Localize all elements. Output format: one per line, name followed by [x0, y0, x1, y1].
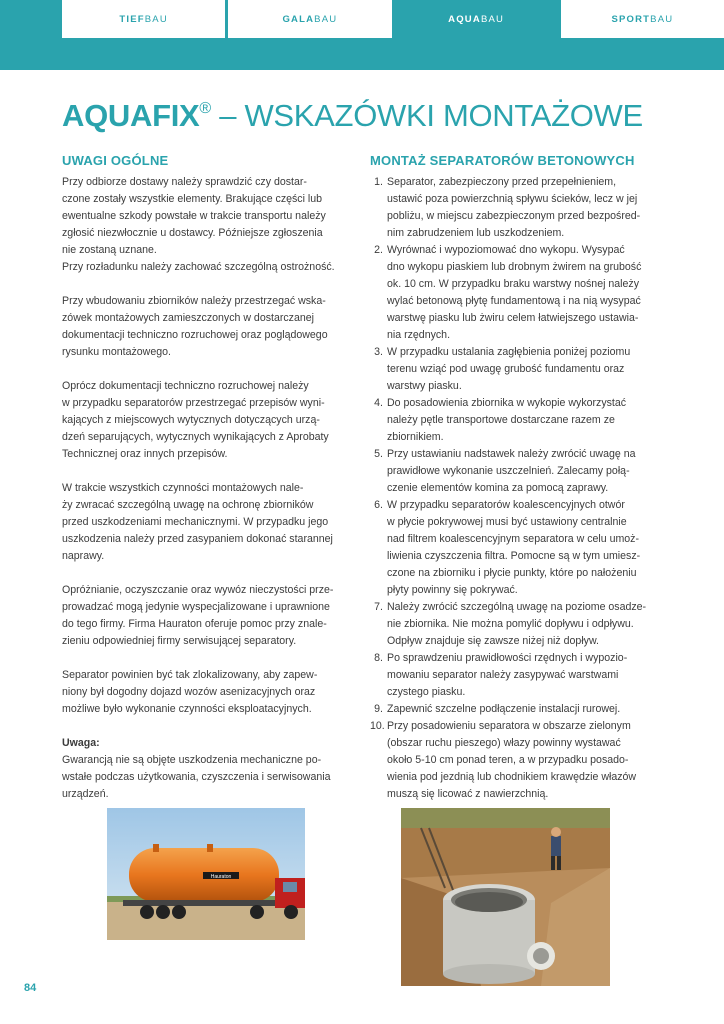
list-item: [370, 718, 660, 803]
step-text: Po sprawdzeniu prawidłowości rzędnych i wypozio- mowaniu separator należy zasypywać warstwami czystego piasku.: [387, 652, 628, 698]
step-text: Separator, zabezpieczony przed przepełnieniem, ustawić poza powierzchnią spływu ścieków, lecz w jej pobliżu, w miejscu zabezpieczonym przed bezpośred- nim zabrudzeniem lub uszkodzeniem.: [387, 176, 641, 239]
tab-aquabau[interactable]: [395, 0, 558, 38]
step-text: Należy zwrócić szczególną uwagę na poziome osadze- nie zbiornika. Nie można pomylić dopływu i odpływu. Odpływ znajduje się zawsze niżej niż dopływ.: [387, 601, 647, 647]
page-title: [62, 98, 643, 134]
general-notes-column: [62, 152, 350, 803]
step-number: 9.: [374, 703, 383, 715]
general-notes-heading: UWAGI OGÓLNE: [62, 153, 169, 168]
list-item: [370, 446, 660, 497]
tab-galabau-bold: GALA: [282, 13, 315, 25]
step-number: 10.: [370, 720, 385, 732]
tab-tiefbau-rest: BAU: [144, 13, 168, 25]
tank-truck-illustration: [107, 808, 305, 940]
tab-sportbau-rest: BAU: [650, 13, 674, 25]
step-number: 5.: [374, 448, 383, 460]
note-text: Gwarancją nie są objęte uszkodzenia mechaniczne po- wstałe podczas użytkowania, czyszczenia i serwisowania urządzeń.: [62, 754, 331, 800]
installation-steps: [370, 174, 660, 803]
separator-excavation-photo: [401, 808, 610, 986]
tab-sportbau[interactable]: [561, 0, 724, 38]
title-brand: AQUAFIX: [62, 98, 200, 133]
step-number: 3.: [374, 346, 383, 358]
step-number: 7.: [374, 601, 383, 613]
tab-tiefbau[interactable]: [62, 0, 225, 38]
tank-logo-text: Hauraton: [210, 874, 232, 880]
paragraph: Opróżnianie, oczyszczanie oraz wywóz nieczystości prze- prowadzać mogą jedynie wyspecjalizowane i uprawnione do tego firmy. Firma Hauraton oferuje pomoc przy znale- zieniu odpowiedniej firmy serwisującej separatory.: [62, 584, 334, 647]
tank-truck-photo: [107, 808, 305, 940]
installation-heading: MONTAŻ SEPARATORÓW BETONOWYCH: [370, 153, 635, 168]
registered-mark: ®: [199, 99, 211, 117]
note-title: Uwaga:: [62, 737, 100, 749]
step-text: W przypadku ustalania zagłębienia poniżej poziomu terenu wziąć pod uwagę grubość fundamentu oraz warstwy piasku.: [387, 346, 631, 392]
step-number: 6.: [374, 499, 383, 511]
step-number: 4.: [374, 397, 383, 409]
list-item: [370, 497, 660, 599]
tab-aquabau-bold: AQUA: [448, 13, 481, 25]
list-item: [370, 344, 660, 395]
paragraph: Separator powinien być tak zlokalizowany, aby zapew- niony był dogodny dojazd wozów asenizacyjnych oraz możliwe było wykonanie czynności eksploatacyjnych.: [62, 669, 318, 715]
step-text: Przy ustawianiu nadstawek należy zwrócić uwagę na prawidłowe wykonanie uszczelnień. Zalecamy połą- czenie elementów komina za pomocą zaprawy.: [387, 448, 636, 494]
paragraph: Oprócz dokumentacji techniczno rozruchowej należy w przypadku separatorów przestrzegać przepisów wyni- kających z miejscowych wytycznych dotyczących urzą- dzeń separujących, wytycznych wynikających z Aprobaty Technicznej oraz innych przepisów.: [62, 380, 329, 460]
paragraph: W trakcie wszystkich czynności montażowych nale- ży zwracać szczególną uwagę na ochronę zbiorników przed uszkodzeniami mechanicznymi. W przypadku jego uszkodzenia należy przed zasypaniem dokonać starannej naprawy.: [62, 482, 333, 562]
title-rest: – WSKAZÓWKI MONTAŻOWE: [210, 98, 643, 133]
excavation-illustration: [401, 808, 610, 986]
step-text: Do posadowienia zbiornika w wykopie wykorzystać należy pętle transportowe dostarczane razem ze zbiornikiem.: [387, 397, 627, 443]
tab-aquabau-rest: BAU: [480, 13, 505, 25]
list-item: [370, 650, 660, 701]
list-item: [370, 174, 660, 242]
list-item: [370, 242, 660, 344]
tab-galabau[interactable]: [228, 0, 391, 38]
paragraph: Przy wbudowaniu zbiorników należy przestrzegać wska- zówek montażowych zamieszczonych w dostarczanej dokumentacji techniczno rozruchowej oraz poglądowego rysunku montażowego.: [62, 295, 328, 358]
step-number: 8.: [374, 652, 383, 664]
paragraph: Przy odbiorze dostawy należy sprawdzić czy dostar- czone zostały wszystkie elementy. Brakujące części lub ewentualne szkody powstałe w trakcie transportu należy zgłosić niezwłocznie u dostawcy. Późniejsze zgłoszenia nie zostaną uznane. Przy rozładunku należy zachować szczególną ostrożność.: [62, 176, 335, 273]
tab-sportbau-bold: SPORT: [611, 13, 651, 25]
step-text: Przy posadowieniu separatora w obszarze zielonym (obszar ruchu pieszego) włazy powinny wystawać około 5-10 cm ponad teren, a w przypadku posado- wienia pod jezdnią lub chodnikiem krawędzie włazów muszą się licować z nawierzchnią.: [387, 720, 637, 800]
tab-tiefbau-bold: TIEF: [119, 13, 145, 25]
installation-column: [370, 152, 660, 803]
step-number: 1.: [374, 176, 383, 188]
list-item: [370, 701, 660, 718]
list-item: [370, 395, 660, 446]
page-number: 84: [24, 982, 37, 994]
tab-galabau-rest: BAU: [314, 13, 338, 25]
step-number: 2.: [374, 244, 383, 256]
step-text: Wyrównać i wypoziomować dno wykopu. Wysypać dno wykopu piaskiem lub drobnym żwirem na grubość ok. 10 cm. W przypadku braku warstwy nośnej należy wylać betonową płytę fundamentową i na nią wysypać warstwę piasku lub żwiru celem łatwiejszego ustawia- nia rzędnych.: [387, 244, 642, 341]
step-text: W przypadku separatorów koalescencyjnych otwór w płycie pokrywowej musi być ustawiony centralnie nad filtrem koalescencyjnym separatora w celu umoż- liwienia czyszczenia filtra. Pomocne są w tym umiesz- czone na zbiorniku i płycie punkty, które po nałożeniu płyty powinny się pokrywać.: [387, 499, 641, 596]
step-text: Zapewnić szczelne podłączenie instalacji rurowej.: [387, 703, 621, 715]
list-item: [370, 599, 660, 650]
section-tabs: [0, 0, 724, 38]
